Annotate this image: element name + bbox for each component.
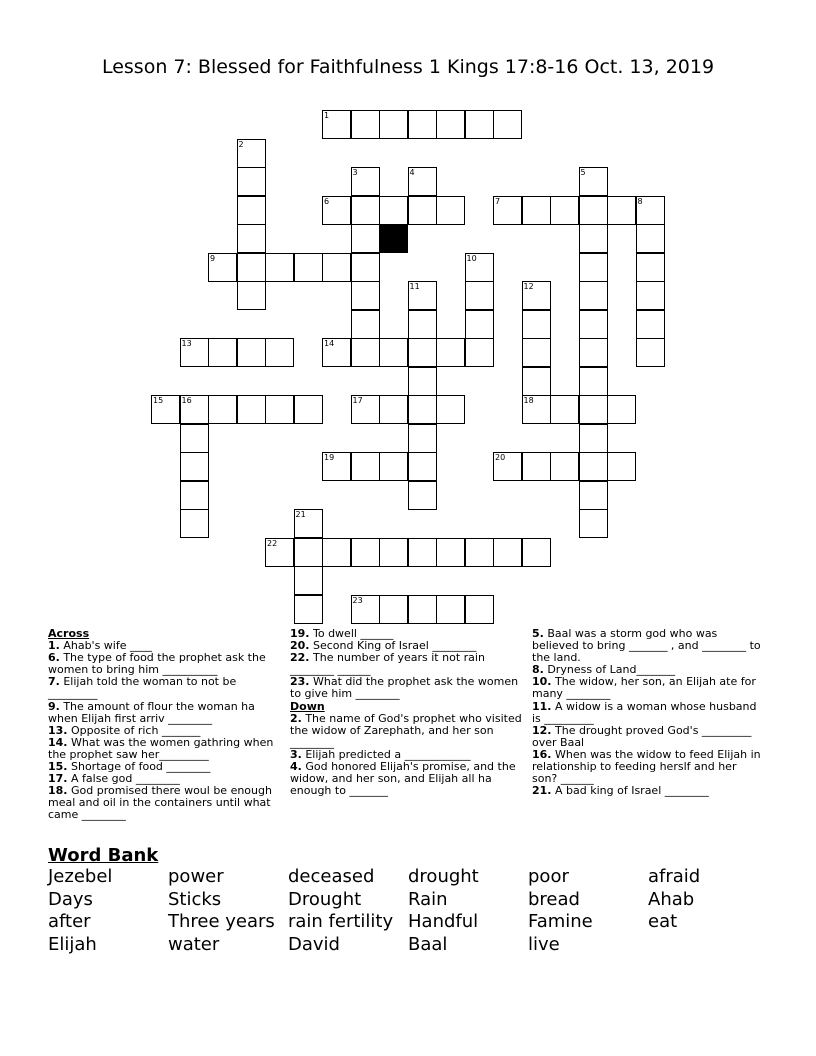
- crossword-cell[interactable]: [294, 595, 323, 624]
- clue-number: 16: [181, 396, 192, 405]
- word-bank-word: rain fertility: [288, 911, 394, 932]
- word-bank-word: Jezebel: [48, 866, 113, 887]
- crossword-cell[interactable]: [579, 281, 608, 310]
- clue: [48, 701, 276, 725]
- clue: [48, 676, 276, 700]
- crossword-cell[interactable]: [351, 253, 380, 282]
- clue-number: 23: [352, 595, 363, 605]
- word-bank-word: Rain: [408, 888, 448, 910]
- crossword-cell[interactable]: [408, 481, 437, 510]
- clue-label: 20.: [290, 639, 310, 653]
- clues-column-3: [532, 628, 764, 797]
- clue-number: 10: [466, 253, 477, 263]
- clue-label: 2.: [290, 711, 302, 725]
- crossword-cell[interactable]: [294, 253, 323, 282]
- word-bank-word: power: [168, 866, 224, 887]
- crossword-cell[interactable]: [408, 595, 437, 624]
- crossword-cell[interactable]: [237, 167, 266, 196]
- clue-text: Elijah told the woman to not be _________: [48, 675, 237, 701]
- crossword-cell[interactable]: [408, 196, 437, 225]
- crossword-cell[interactable]: [180, 452, 209, 481]
- clue-label: 1.: [48, 639, 60, 653]
- clue: [290, 713, 526, 749]
- clue-text: Elijah predicted a ____________: [301, 747, 471, 761]
- clue-number: 5: [580, 168, 586, 177]
- clue-number: 8: [637, 196, 643, 206]
- crossword-cell[interactable]: [237, 224, 266, 253]
- clue-text: A widow is a woman whose husband is _________: [532, 699, 757, 725]
- crossword-cell[interactable]: [436, 196, 465, 225]
- crossword-cell[interactable]: [351, 281, 380, 310]
- word-bank-word: eat: [648, 911, 678, 932]
- crossword-cell[interactable]: [550, 196, 579, 225]
- clue-text: God promised there woul be enough meal and oil in the containers until what came ________: [48, 784, 272, 822]
- crossword-cell[interactable]: [180, 424, 209, 453]
- crossword-cell[interactable]: [237, 338, 266, 367]
- crossword-cell[interactable]: [322, 538, 351, 567]
- crossword-cell[interactable]: [522, 538, 551, 567]
- clue-number: 7: [495, 196, 501, 206]
- word-bank-word: David: [288, 933, 340, 955]
- crossword-cell[interactable]: [322, 452, 351, 481]
- crossword-cell[interactable]: [351, 595, 380, 624]
- clue-text: Second King of Israel ________: [309, 639, 477, 653]
- word-bank-word: after: [48, 911, 91, 932]
- crossword-cell[interactable]: [465, 310, 494, 339]
- word-bank-column: [648, 866, 700, 934]
- clue: [290, 676, 526, 700]
- crossword-cell[interactable]: [636, 338, 665, 367]
- word-bank-column: [288, 866, 393, 956]
- crossword-cell[interactable]: [408, 424, 437, 453]
- crossword-cell[interactable]: [408, 395, 437, 424]
- crossword-cell[interactable]: [579, 424, 608, 453]
- crossword-cell[interactable]: [322, 196, 351, 225]
- black-square: [379, 224, 408, 253]
- crossword-cell[interactable]: [579, 481, 608, 510]
- clues-column-1: [48, 628, 276, 822]
- crossword-cell[interactable]: [379, 595, 408, 624]
- crossword-cell[interactable]: [579, 310, 608, 339]
- clue-text: When was the widow to feed Elijah in relationship to feeding hersl​f and her son? ______: [532, 747, 761, 786]
- crossword-cell[interactable]: [408, 281, 437, 310]
- crossword-cell[interactable]: [636, 196, 665, 225]
- crossword-cell[interactable]: [579, 253, 608, 282]
- word-bank-word: Elijah: [48, 933, 97, 955]
- crossword-cell[interactable]: [351, 110, 380, 139]
- crossword-cell[interactable]: [322, 253, 351, 282]
- crossword-cell[interactable]: [579, 452, 608, 481]
- clue: [290, 761, 526, 797]
- crossword-cell[interactable]: [607, 452, 636, 481]
- crossword-cell[interactable]: [436, 110, 465, 139]
- crossword-cell[interactable]: [180, 338, 209, 367]
- crossword-cell[interactable]: [379, 110, 408, 139]
- clue-label: 4.: [290, 760, 302, 774]
- crossword-cell[interactable]: [493, 110, 522, 139]
- crossword-cell[interactable]: [351, 538, 380, 567]
- crossword-cell[interactable]: [579, 509, 608, 538]
- crossword-cell[interactable]: [208, 253, 237, 282]
- clue-label: 12.: [532, 723, 552, 737]
- word-bank-word: water: [168, 933, 220, 955]
- crossword-cell[interactable]: [465, 595, 494, 624]
- clue-number: 14: [324, 339, 335, 348]
- clue-number: 3: [352, 168, 358, 177]
- crossword-cell[interactable]: [351, 452, 380, 481]
- clue-number: 2: [238, 139, 244, 149]
- word-bank-word: drought: [408, 866, 479, 887]
- crossword-cell[interactable]: [636, 224, 665, 253]
- crossword-cell[interactable]: [465, 281, 494, 310]
- crossword-cell[interactable]: [522, 452, 551, 481]
- word-bank-column: [168, 866, 275, 956]
- clue-label: 11.: [532, 699, 552, 713]
- crossword-cell[interactable]: [522, 281, 551, 310]
- word-bank-column: [528, 866, 593, 956]
- crossword-cell[interactable]: [579, 395, 608, 424]
- crossword-cell[interactable]: [351, 395, 380, 424]
- crossword-cell[interactable]: [322, 338, 351, 367]
- crossword-cell[interactable]: [550, 452, 579, 481]
- clue: [532, 628, 764, 664]
- crossword-cell[interactable]: [579, 196, 608, 225]
- word-bank-word: Famine: [528, 911, 593, 932]
- across-heading: Across: [48, 627, 90, 640]
- clue-label: 6.: [48, 651, 60, 665]
- crossword-cell[interactable]: [294, 395, 323, 424]
- clue: [290, 652, 526, 676]
- clue-label: 23.: [290, 675, 310, 689]
- clue: [48, 652, 276, 676]
- clue-number: 17: [352, 396, 363, 405]
- crossword-cell[interactable]: [522, 196, 551, 225]
- clue: [532, 749, 764, 785]
- crossword-cell[interactable]: [522, 367, 551, 396]
- word-bank-column: [48, 866, 112, 956]
- crossword-cell[interactable]: [180, 395, 209, 424]
- clue: [532, 701, 764, 725]
- clue-number: 1: [324, 111, 330, 120]
- word-bank-word: live: [528, 933, 560, 955]
- clue: [532, 725, 764, 749]
- clue-label: 8.: [532, 663, 544, 677]
- clue-text: Opposite of rich _______: [67, 723, 201, 737]
- crossword-cell[interactable]: [408, 110, 437, 139]
- clue-number: 21: [295, 510, 306, 519]
- clue-text: The amount of flour the woman ha when Elijah first arriv ________: [48, 699, 255, 725]
- clue-text: Dryness of Land_______: [543, 663, 675, 677]
- crossword-cell[interactable]: [351, 224, 380, 253]
- crossword-cell[interactable]: [522, 310, 551, 339]
- clue-number: 22: [267, 538, 278, 548]
- clue-text: What was the women gathring when the prophet saw her_________: [48, 735, 274, 761]
- crossword-cell[interactable]: [493, 196, 522, 225]
- clue-label: 5.: [532, 627, 544, 640]
- crossword-cell[interactable]: [408, 367, 437, 396]
- clue-number: 20: [495, 453, 506, 462]
- clue-label: 13.: [48, 723, 68, 737]
- crossword-cell[interactable]: [180, 509, 209, 538]
- word-bank-word: Days: [48, 888, 93, 910]
- crossword-cell[interactable]: [379, 196, 408, 225]
- word-bank-word: poor: [528, 866, 569, 887]
- crossword-cell[interactable]: [237, 196, 266, 225]
- clue-number: 12: [523, 282, 534, 291]
- clue-label: 18.: [48, 784, 68, 798]
- crossword-cell[interactable]: [579, 338, 608, 367]
- crossword-cell[interactable]: [322, 110, 351, 139]
- crossword-cell[interactable]: [636, 253, 665, 282]
- clue: [48, 737, 276, 761]
- clue-text: Shortage of food ________: [67, 760, 211, 774]
- clue-number: 19: [324, 453, 335, 462]
- crossword-cell[interactable]: [265, 538, 294, 567]
- crossword-cell[interactable]: [379, 395, 408, 424]
- crossword-cell[interactable]: [294, 538, 323, 567]
- word-bank-word: Three years: [168, 911, 275, 932]
- crossword-cell[interactable]: [208, 338, 237, 367]
- crossword-cell[interactable]: [636, 281, 665, 310]
- clue-text: The name of God's prophet who visited the widow of Zarephath, and her son ________: [290, 711, 522, 749]
- crossword-cell[interactable]: [436, 395, 465, 424]
- crossword-cell[interactable]: [180, 481, 209, 510]
- word-bank-word: Sticks: [168, 888, 222, 910]
- crossword-cell[interactable]: [465, 338, 494, 367]
- clue-label: 19.: [290, 627, 310, 640]
- crossword-cell[interactable]: [550, 395, 579, 424]
- crossword-cell[interactable]: [465, 253, 494, 282]
- crossword-cell[interactable]: [408, 338, 437, 367]
- crossword-cell[interactable]: [408, 310, 437, 339]
- crossword-cell[interactable]: [522, 338, 551, 367]
- crossword-cell[interactable]: [351, 338, 380, 367]
- crossword-cell[interactable]: [607, 196, 636, 225]
- clue-label: 22.: [290, 651, 310, 665]
- crossword-cell[interactable]: [436, 338, 465, 367]
- word-bank-word: Baal: [408, 933, 448, 955]
- clue-text: The type of food the prophet ask the women to bring him __________: [48, 651, 266, 677]
- crossword-cell[interactable]: [636, 310, 665, 339]
- word-bank-column: [408, 866, 479, 956]
- clue-text: God honored Elijah's promise, and the widow, and her son, and Elijah all ha enough to _______: [290, 760, 516, 798]
- crossword-cell[interactable]: [265, 338, 294, 367]
- crossword-cell[interactable]: [408, 167, 437, 196]
- crossword-cell[interactable]: [579, 367, 608, 396]
- crossword-cell[interactable]: [237, 395, 266, 424]
- clue-text: The widow, her son, an Elijah ate for many ________: [532, 675, 756, 701]
- clue-label: 21.: [532, 784, 552, 798]
- clues-column-2: [290, 628, 526, 797]
- clue-number: 4: [409, 168, 415, 177]
- clue-text: The number of years it not rain ________ ______: [290, 651, 485, 677]
- crossword-cell[interactable]: [294, 566, 323, 595]
- clue-text: To dwell ______: [309, 627, 394, 640]
- clue-label: 16.: [532, 747, 552, 761]
- word-bank-word: deceased: [288, 866, 375, 887]
- word-bank-word: Drought: [288, 888, 362, 910]
- crossword-cell[interactable]: [294, 509, 323, 538]
- crossword-cell[interactable]: [151, 395, 180, 424]
- page-title: Lesson 7: Blessed for Faithfulness 1 Kings 17:8-16 Oct. 13, 2019: [101, 56, 715, 78]
- crossword-cell[interactable]: [436, 595, 465, 624]
- clue-text: A bad king of Israel ________: [551, 784, 709, 798]
- word-bank-word: afraid: [648, 866, 701, 887]
- clue-label: 15.: [48, 760, 68, 774]
- clue-label: 7.: [48, 675, 60, 689]
- clue-number: 6: [324, 196, 330, 206]
- crossword-cell[interactable]: [265, 395, 294, 424]
- crossword-cell[interactable]: [265, 253, 294, 282]
- clue-number: 18: [523, 396, 534, 405]
- crossword-cell[interactable]: [379, 538, 408, 567]
- clue-number: 9: [210, 253, 216, 263]
- crossword-cell[interactable]: [237, 139, 266, 168]
- crossword-cell[interactable]: [522, 395, 551, 424]
- word-bank-title: Word Bank: [48, 845, 159, 866]
- crossword-cell[interactable]: [408, 538, 437, 567]
- word-bank-word: Handful: [408, 911, 479, 932]
- word-bank-word: Ahab: [648, 888, 695, 910]
- clue: [532, 676, 764, 700]
- clue: [532, 785, 764, 797]
- clue-label: 17.: [48, 772, 68, 786]
- word-bank-word: bread: [528, 888, 580, 910]
- clue-text: Baal was a storm god who was believed to bring _______ , and ________ to the land.: [532, 627, 761, 665]
- clue-number: 11: [409, 282, 420, 291]
- crossword-cell[interactable]: [208, 395, 237, 424]
- crossword-cell[interactable]: [237, 281, 266, 310]
- clue-label: 3.: [290, 747, 302, 761]
- clue-label: 10.: [532, 675, 552, 689]
- clue-text: The drought proved God's _________ over Baal: [532, 723, 752, 749]
- crossword-cell[interactable]: [351, 167, 380, 196]
- clue-label: 9.: [48, 699, 60, 713]
- clue-number: 13: [181, 339, 192, 348]
- crossword-cell[interactable]: [379, 338, 408, 367]
- clue: [48, 785, 276, 821]
- clue-label: 14.: [48, 735, 68, 749]
- clue-text: What did the prophet ask the women to give him ________: [290, 675, 519, 701]
- crossword-cell[interactable]: [607, 395, 636, 424]
- crossword-cell[interactable]: [465, 538, 494, 567]
- crossword-cell[interactable]: [579, 224, 608, 253]
- crossword-cell[interactable]: [379, 452, 408, 481]
- crossword-cell[interactable]: [436, 538, 465, 567]
- crossword-cell[interactable]: [237, 253, 266, 282]
- crossword-cell[interactable]: [493, 538, 522, 567]
- clue-text: Ahab's wife ____: [59, 639, 153, 653]
- crossword-cell[interactable]: [351, 310, 380, 339]
- crossword-cell[interactable]: [493, 452, 522, 481]
- clue-number: 15: [153, 396, 164, 405]
- down-heading: Down: [290, 699, 325, 713]
- crossword-cell[interactable]: [579, 167, 608, 196]
- clue-text: A false god ________: [67, 772, 180, 786]
- crossword-cell[interactable]: [408, 452, 437, 481]
- crossword-cell[interactable]: [465, 110, 494, 139]
- crossword-cell[interactable]: [351, 196, 380, 225]
